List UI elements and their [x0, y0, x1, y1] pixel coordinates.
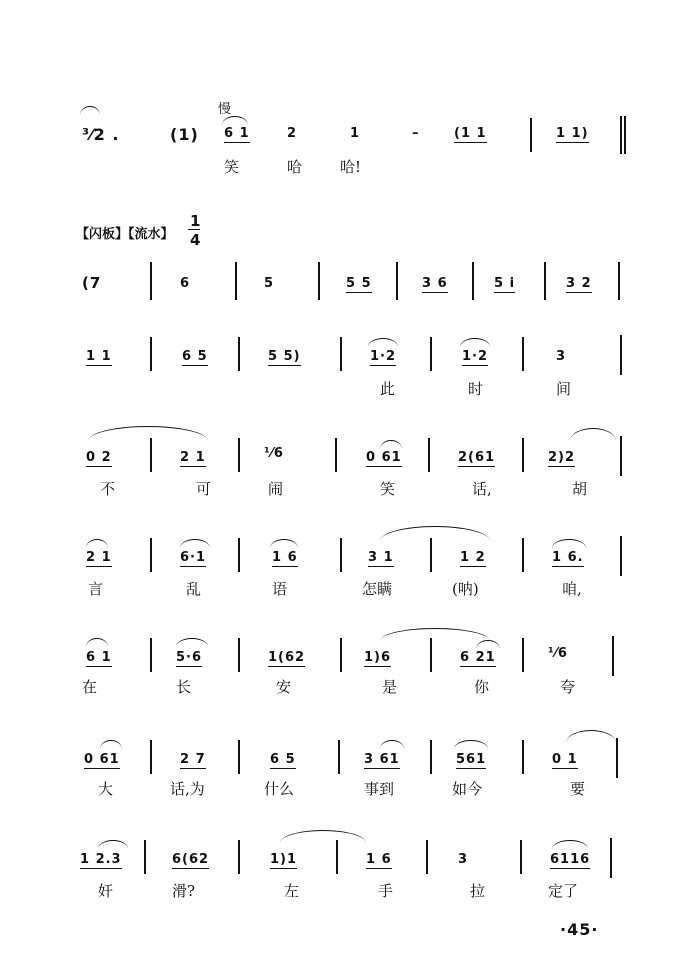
lyric: 间: [556, 380, 572, 398]
barline: [522, 337, 524, 371]
time-sig-num: 1: [190, 212, 202, 230]
slur: [180, 539, 210, 548]
note-group: 5·6: [176, 650, 203, 665]
lyric: 奸: [98, 882, 114, 900]
note-group: 1)6: [364, 650, 392, 665]
barline: [336, 840, 338, 874]
note-group: 0 1: [552, 752, 578, 767]
note-group: 1: [350, 126, 361, 141]
note-group: 3 1: [368, 550, 394, 565]
note-group: 2 1: [86, 550, 112, 565]
note-group: 2 7: [180, 752, 206, 767]
note-group: 6 21: [460, 650, 496, 665]
slur: [88, 426, 208, 441]
section-label: 【闪板】【流水】: [76, 227, 174, 242]
lyric: 胡: [572, 480, 588, 498]
barline: [610, 838, 612, 878]
slur: [380, 628, 490, 641]
note-group: 2: [287, 126, 298, 141]
slur: [86, 638, 108, 647]
barline: [340, 337, 342, 371]
note-group: (1 1: [454, 126, 487, 141]
barline: [238, 538, 240, 572]
barline: [430, 638, 432, 672]
note-group: 1 2: [460, 550, 486, 565]
note-group: 1·2: [370, 349, 397, 364]
barline: [238, 337, 240, 371]
lyric: 时: [468, 380, 484, 398]
page-number: ·45·: [560, 920, 599, 939]
note-group: 6: [180, 276, 191, 291]
note-group: 2(61: [458, 450, 496, 465]
barline: [616, 738, 618, 778]
barline: [624, 116, 626, 154]
barline: [150, 337, 152, 371]
lyric: 事到: [364, 780, 395, 798]
lyric: 此: [380, 380, 396, 398]
lyric: 闹: [268, 480, 284, 498]
time-sig-den: 4: [190, 231, 202, 249]
lyric: 话,: [472, 480, 492, 498]
note-group: 1 1: [86, 349, 112, 364]
lyric: 定了: [548, 882, 579, 900]
slur: [552, 840, 588, 849]
note-group: 0 61: [84, 752, 120, 767]
slur: [280, 830, 366, 843]
barline: [620, 436, 622, 476]
note-group: 2)2: [548, 450, 576, 465]
barline: [238, 840, 240, 874]
barline: [150, 538, 152, 572]
note-group: 0 2: [86, 450, 112, 465]
lyric: 大: [98, 780, 114, 798]
barline: [522, 638, 524, 672]
note-group: 5 5): [268, 349, 301, 364]
lyric: 是: [382, 678, 398, 696]
barline: [620, 335, 622, 375]
barline: [340, 638, 342, 672]
barline: [338, 740, 340, 774]
note-group: 1 6: [366, 852, 392, 867]
lyric: 拉: [470, 882, 486, 900]
barline: [430, 337, 432, 371]
slur: [380, 440, 402, 449]
slur: [368, 338, 398, 347]
slur: [222, 116, 248, 125]
note-group: 1 2.3: [80, 852, 122, 867]
note-group: 5: [264, 276, 275, 291]
note-group: ¹⁄6: [264, 446, 284, 461]
note-group: 2 1: [180, 450, 206, 465]
lyric: 哈: [287, 158, 303, 176]
barline: [620, 116, 622, 154]
barline: [340, 538, 342, 572]
note-group: 1 1): [556, 126, 589, 141]
slur: [100, 740, 122, 749]
slur: [454, 740, 488, 749]
barline: [620, 536, 622, 576]
lyric: 长: [176, 678, 192, 696]
note-group: 5 i: [494, 276, 516, 291]
note-group: ³⁄2 .: [82, 125, 120, 144]
lyric: 滑?: [172, 882, 196, 900]
barline: [522, 438, 524, 472]
lyric: 你: [474, 678, 490, 696]
note-group: 6 1: [86, 650, 112, 665]
barline: [150, 262, 152, 300]
barline: [618, 262, 620, 300]
note-group: 3: [556, 349, 567, 364]
barline: [335, 438, 337, 472]
lyric: 不: [100, 480, 116, 498]
lyric: 左: [284, 882, 300, 900]
note-group: 6 5: [270, 752, 296, 767]
lyric: 夸: [560, 678, 576, 696]
note-group: 6(62: [172, 852, 210, 867]
lyric: 哈!: [340, 158, 362, 176]
barline: [520, 840, 522, 874]
barline: [396, 262, 398, 300]
note-group: ¹⁄6: [548, 646, 568, 661]
barline: [144, 840, 146, 874]
barline: [472, 262, 474, 300]
lyric: 在: [82, 678, 98, 696]
barline: [612, 636, 614, 676]
note-group: 1·2: [462, 349, 489, 364]
tempo-mark: 慢: [218, 102, 232, 117]
note-group: 3 2: [566, 276, 592, 291]
barline: [238, 438, 240, 472]
lyric: 言: [88, 580, 104, 598]
lyric: 语: [272, 580, 288, 598]
slur: [98, 840, 128, 849]
slur: [380, 526, 490, 541]
note-group: 561: [456, 752, 487, 767]
barline: [150, 638, 152, 672]
note-group: 1)1: [270, 852, 298, 867]
lyric: 什么: [264, 780, 295, 798]
barline: [235, 262, 237, 300]
note-group: 6·1: [180, 550, 207, 565]
lyric: 话,为: [170, 780, 205, 798]
slur: [552, 539, 586, 548]
lyric: 如今: [452, 780, 483, 798]
slur: [566, 730, 616, 743]
note-group: 3: [458, 852, 469, 867]
slur: [570, 428, 616, 441]
lyric: (呐): [452, 580, 479, 598]
barline: [150, 438, 152, 472]
barline: [522, 740, 524, 774]
lyric: 笑: [224, 158, 240, 176]
note-group: 3 6: [422, 276, 448, 291]
barline: [530, 118, 532, 152]
lyric: 安: [276, 678, 292, 696]
lyric: 乱: [186, 580, 202, 598]
slur: [176, 638, 208, 647]
note-group: 1(62: [268, 650, 306, 665]
note-group: 1 6: [272, 550, 298, 565]
barline: [426, 840, 428, 874]
slur: [476, 640, 500, 649]
slur: [270, 539, 298, 548]
lyric: 手: [378, 882, 394, 900]
lyric: 怎瞒: [362, 580, 393, 598]
note-group: 3 61: [364, 752, 400, 767]
note-group: 5 5: [346, 276, 372, 291]
note-group: (7: [82, 274, 102, 292]
note-group: 6 1: [224, 126, 250, 141]
note-group: (1): [170, 125, 199, 144]
barline: [430, 538, 432, 572]
barline: [238, 638, 240, 672]
barline: [544, 262, 546, 300]
note-group: –: [412, 126, 420, 141]
note-group: 1 6.: [552, 550, 584, 565]
slur: [460, 338, 490, 347]
slur: [80, 106, 100, 115]
slur: [380, 740, 404, 749]
barline: [428, 438, 430, 472]
lyric: 要: [570, 780, 586, 798]
lyric: 笑: [380, 480, 396, 498]
time-sig-line: [188, 229, 200, 230]
barline: [150, 740, 152, 774]
lyric: 可: [196, 480, 212, 498]
note-group: 0 61: [366, 450, 402, 465]
note-group: 6116: [550, 852, 591, 867]
lyric: 咱,: [562, 580, 582, 598]
barline: [522, 538, 524, 572]
barline: [318, 262, 320, 300]
note-group: 6 5: [182, 349, 208, 364]
barline: [430, 740, 432, 774]
barline: [238, 740, 240, 774]
slur: [86, 539, 108, 548]
